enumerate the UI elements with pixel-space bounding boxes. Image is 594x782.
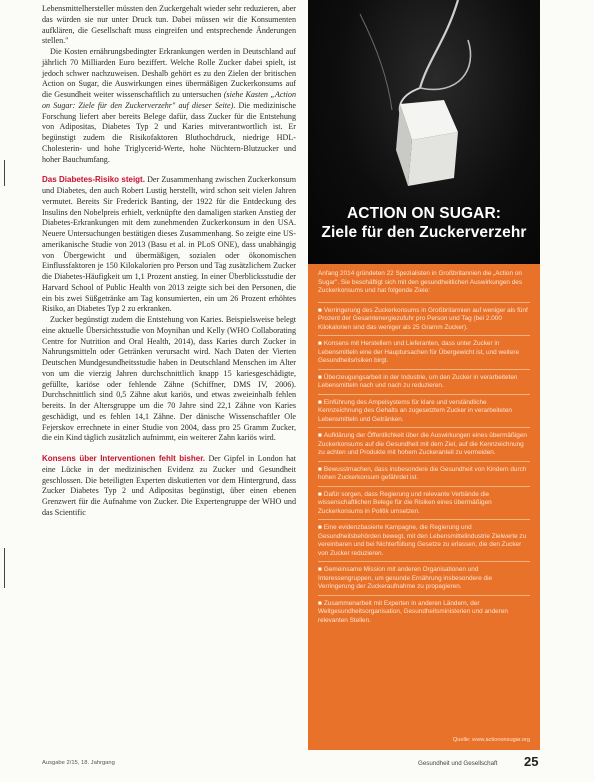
margin-mark (4, 548, 5, 588)
bullet-icon: ■ (318, 306, 322, 314)
box-list-item (318, 486, 530, 520)
box-list-item-text: Gemeinsame Mission mit anderen Organisationen und Interessengruppen, um gesunde Ernährung insbesondere die Verringerung der Zuckeraufnahme zu propagieren. (318, 566, 493, 590)
box-list-item (318, 394, 530, 428)
box-intro: Anfang 2014 gründeten 22 Spezialisten in Großbritannien die „Action on Sugar". Sie beschäftigt sich mit den gesundheitlichen Auswirkungen des Zuckerkonsums und hat folgende Ziele: (318, 270, 523, 294)
paragraph (42, 47, 296, 165)
box-list-item (318, 427, 530, 461)
section-lead: Das Diabetes-Risiko steigt. (42, 175, 145, 185)
box-list-item (318, 369, 530, 394)
box-list-item-text: Eine evidenzbasierte Kampagne, die Regierung und Gesundheitsbehörden bewegt, mit den Lebensmittelindustrie Zielwerte zu vereinbaren und bei Nichterfüllung Gesetze zu erlassen, die den Zucker von Zucker reduzieren. (318, 524, 527, 557)
box-list-item-text: Überzeugungsarbeit in der Industrie, um den Zucker in verarbeiteten Lebensmitteln nach und nach zu reduzieren. (318, 373, 518, 389)
box-title-line: Ziele für den Zuckerverzehr (321, 224, 527, 241)
box-list-item (318, 335, 530, 369)
bullet-icon: ■ (318, 566, 322, 573)
margin-mark (4, 160, 5, 186)
box-title-line: ACTION ON SUGAR: (346, 205, 501, 222)
string-loop (420, 40, 471, 89)
bullet-icon: ■ (318, 340, 322, 347)
bullet-icon: ■ (318, 465, 322, 473)
box-list-item (318, 519, 530, 561)
box-list-item-text: Einführung des Ampelsystems für klare und verständliche Kennzeichnung des Gehalts an zugesetztem Zucker in verarbeiteten Lebensmitteln und Getränken. (318, 398, 512, 423)
bullet-icon: ■ (318, 490, 322, 498)
paragraph (42, 454, 296, 519)
bullet-icon: ■ (318, 373, 322, 381)
paragraph-text: . Die medizinische Forschung liefert aber bereits Belege dafür, dass Zucker für die Entstehung von Adipositas, Diabetes Typ 2 und Karies mitverantwortlich ist. Er begünstigt zudem die Risikofaktoren Bluthochdruck, niedrige HDL-Cholesterin- und hohe Triglycerid-Werte, hohe Nüchtern-Blutzucker und hoher Bauchumfang. (42, 100, 296, 164)
box-reference: (siehe Kasten „Action on Sugar: Ziele für den Zuckerverzehr" auf dieser Seite) (42, 90, 297, 110)
paragraph (42, 175, 296, 315)
paragraph-text: Der Zusammenhang zwischen Zuckerkonsum und Diabetes, den auch Robert Lustig herstellt, wird schon seit vielen Jahren vermutet. Bereits Sir Frederick Banting, der 1922 für die Entdeckung des Insulins den Nobelpreis erhielt, verknüpfte den damaligen starken Anstieg der Diabetes-Erkrankungen mit dem zunehmenden Zuckerkonsum in den USA. Neuere Untersuchungen bestätigen dieses Zusammenhang. So zeigte eine US-amerikanische Studie von 2013 (Basu et al. in PLoS ONE), dass unabhängig von Übergewicht und übermäßigen, sozialen oder ökonomischen Einflussfaktoren je 150 Kilokalorien pro Person und Tag zusätzlichem Zucker die Diabetes-Häufigkeit um 1,1 Prozent anstieg. In einer Überblicksstudie der Harvard School of Public Health von 2013 zeigte sich bei den Personen, die ein bis zwei Süßgetränke am Tag konsumierten, ein um 26 Prozent erhöhtes Risiko, an Diabetes Typ 2 zu erkranken. (42, 175, 296, 314)
paragraph-text: Die Kosten ernährungsbedingter Erkrankungen werden in Deutschland auf jährlich 70 Milliarden Euro beziffert. Welche Rolle Zucker dabei spielt, ist jedoch schwer nachzuweisen. Deshalb gehört es zu den Zielen der britischen Action on Sugar, die Auswirkungen eines übermäßigen Zuckerkonsums auf die Gesundheit weiter wissenschaftlich zu untersuchen (42, 47, 296, 99)
box-title (308, 204, 540, 242)
bullet-icon: ■ (318, 599, 322, 607)
issue-info: Ausgabe 2/15, 18. Jahrgang (42, 760, 115, 766)
box-list-item-text: Verringerung des Zuckerkonsums in Großbritannien auf weniger als fünf Prozent der Gesamtenergiezufuhr pro Person und Tag (bei 2.000 Kilokalorien sind das weniger als 25 Gramm Zucker). (318, 306, 528, 331)
box-list-item (318, 561, 530, 595)
bullet-icon: ■ (318, 398, 322, 406)
box-list-item (318, 595, 530, 629)
box-list-item-text: Aufklärung der Öffentlichkeit über die Auswirkungen eines übermäßigen Zuckerkonsums auf die Gesundheit mit dem Ziel, auf die Kennzeichnung zu achten und Produkte mit hohem Zuckeranteil zu vermeiden. (318, 432, 527, 456)
bullet-icon: ■ (318, 524, 322, 531)
sugar-cube-face (408, 132, 458, 186)
section-lead: Konsens über Interventionen fehlt bisher. (42, 454, 206, 463)
box-list (318, 302, 530, 629)
paragraph: Lebensmittelhersteller müssten den Zuckergehalt wieder sehr reduzieren, aber das würden sie nur unter Druck tun. Dabei müssen wir die Konsumenten aufklären, die Gesellschaft muss eingreifen und entsprechende Änderungen stellen." (42, 4, 296, 46)
box-list-item-text: Bewusstmachen, dass insbesondere die Gesundheit von Kindern durch hohen Zuckerkonsum gefährdet ist. (318, 465, 527, 481)
paragraph: Zucker begünstigt zudem die Entstehung von Karies. Beispielsweise belegt eine aktuelle Übersichtsstudie von Moynihan und Kelly (WHO Collaborating Centre for Nutrition and Oral Health, 2014), dass Karies durch Zucker in Nahrungsmitteln oder Getränken verursacht wird. Nach Daten der Vierten Deutschen Mundgesundheitsstudie haben in Deutschland Menschen im Alter von um die vierzig Jahren durchschnittlich knapp 15 kariesgeschädigte, gefüllte, kariöse oder fehlende Zähne (Schiffner, DMS IV, 2006). Durchschnittlich sind 0,5 Zähne akut kariös, und etwas zweieinhalb fehlen bereits. In der Altersgruppe um die 70 Jahre sind 22,1 Zähne von Karies geschädigt, und es fehlen 14,1 Zähne. Der dänische Wissenschaftler Ole Fejerskov errechnete in einer Studie von 2004, dass pro 25 Gramm Zucker, die ein Kind täglich zusätzlich aufnimmt, ein weiterer Zahn kariös wird. (42, 315, 296, 443)
bullet-icon: ■ (318, 432, 322, 439)
box-list-item (318, 302, 530, 336)
box-list-item-text: Zusammenarbeit mit Experten in anderen Ländern, der Weltgesundheitsorganisation, Gesundheitsministerien und anderen relevanten Stellen. (318, 599, 508, 624)
box-list-item-text: Dafür sorgen, dass Regierung und relevante Verbände die wissenschaftlichen Belege für die Risiken eines übermäßigen Zuckerkonsums in Politik umsetzen. (318, 490, 492, 515)
box-list-item-text: Konsens mit Herstellern und Lieferanten, dass unter Zucker in Lebensmitteln eine der Hauptursachen für Übergewicht ist, und weitere Gesundheitsrisiken birgt. (318, 340, 520, 364)
paragraph-text: Der Gipfel in London hat eine Lücke in der medizinischen Evidenz zu Zucker und Gesundheit geschlossen. Die beteiligten Experten diskutierten vor dem Hintergrund, dass Zucker Diabetes Typ 2 und Adipositas begünstigt, über einen ebenen Grenzwert für die Aufnahme von Zucker. Die Expertengruppe der WHO und das Scientific (42, 454, 296, 517)
article-body (42, 4, 296, 519)
box-source: Quelle: www.actiononsugar.org (452, 736, 530, 743)
string (420, 0, 458, 88)
box-list-item (318, 461, 530, 486)
info-box (308, 264, 540, 750)
page-number: 25 (524, 754, 539, 769)
magazine-name: Gesundheit und Gesellschaft (418, 760, 498, 767)
